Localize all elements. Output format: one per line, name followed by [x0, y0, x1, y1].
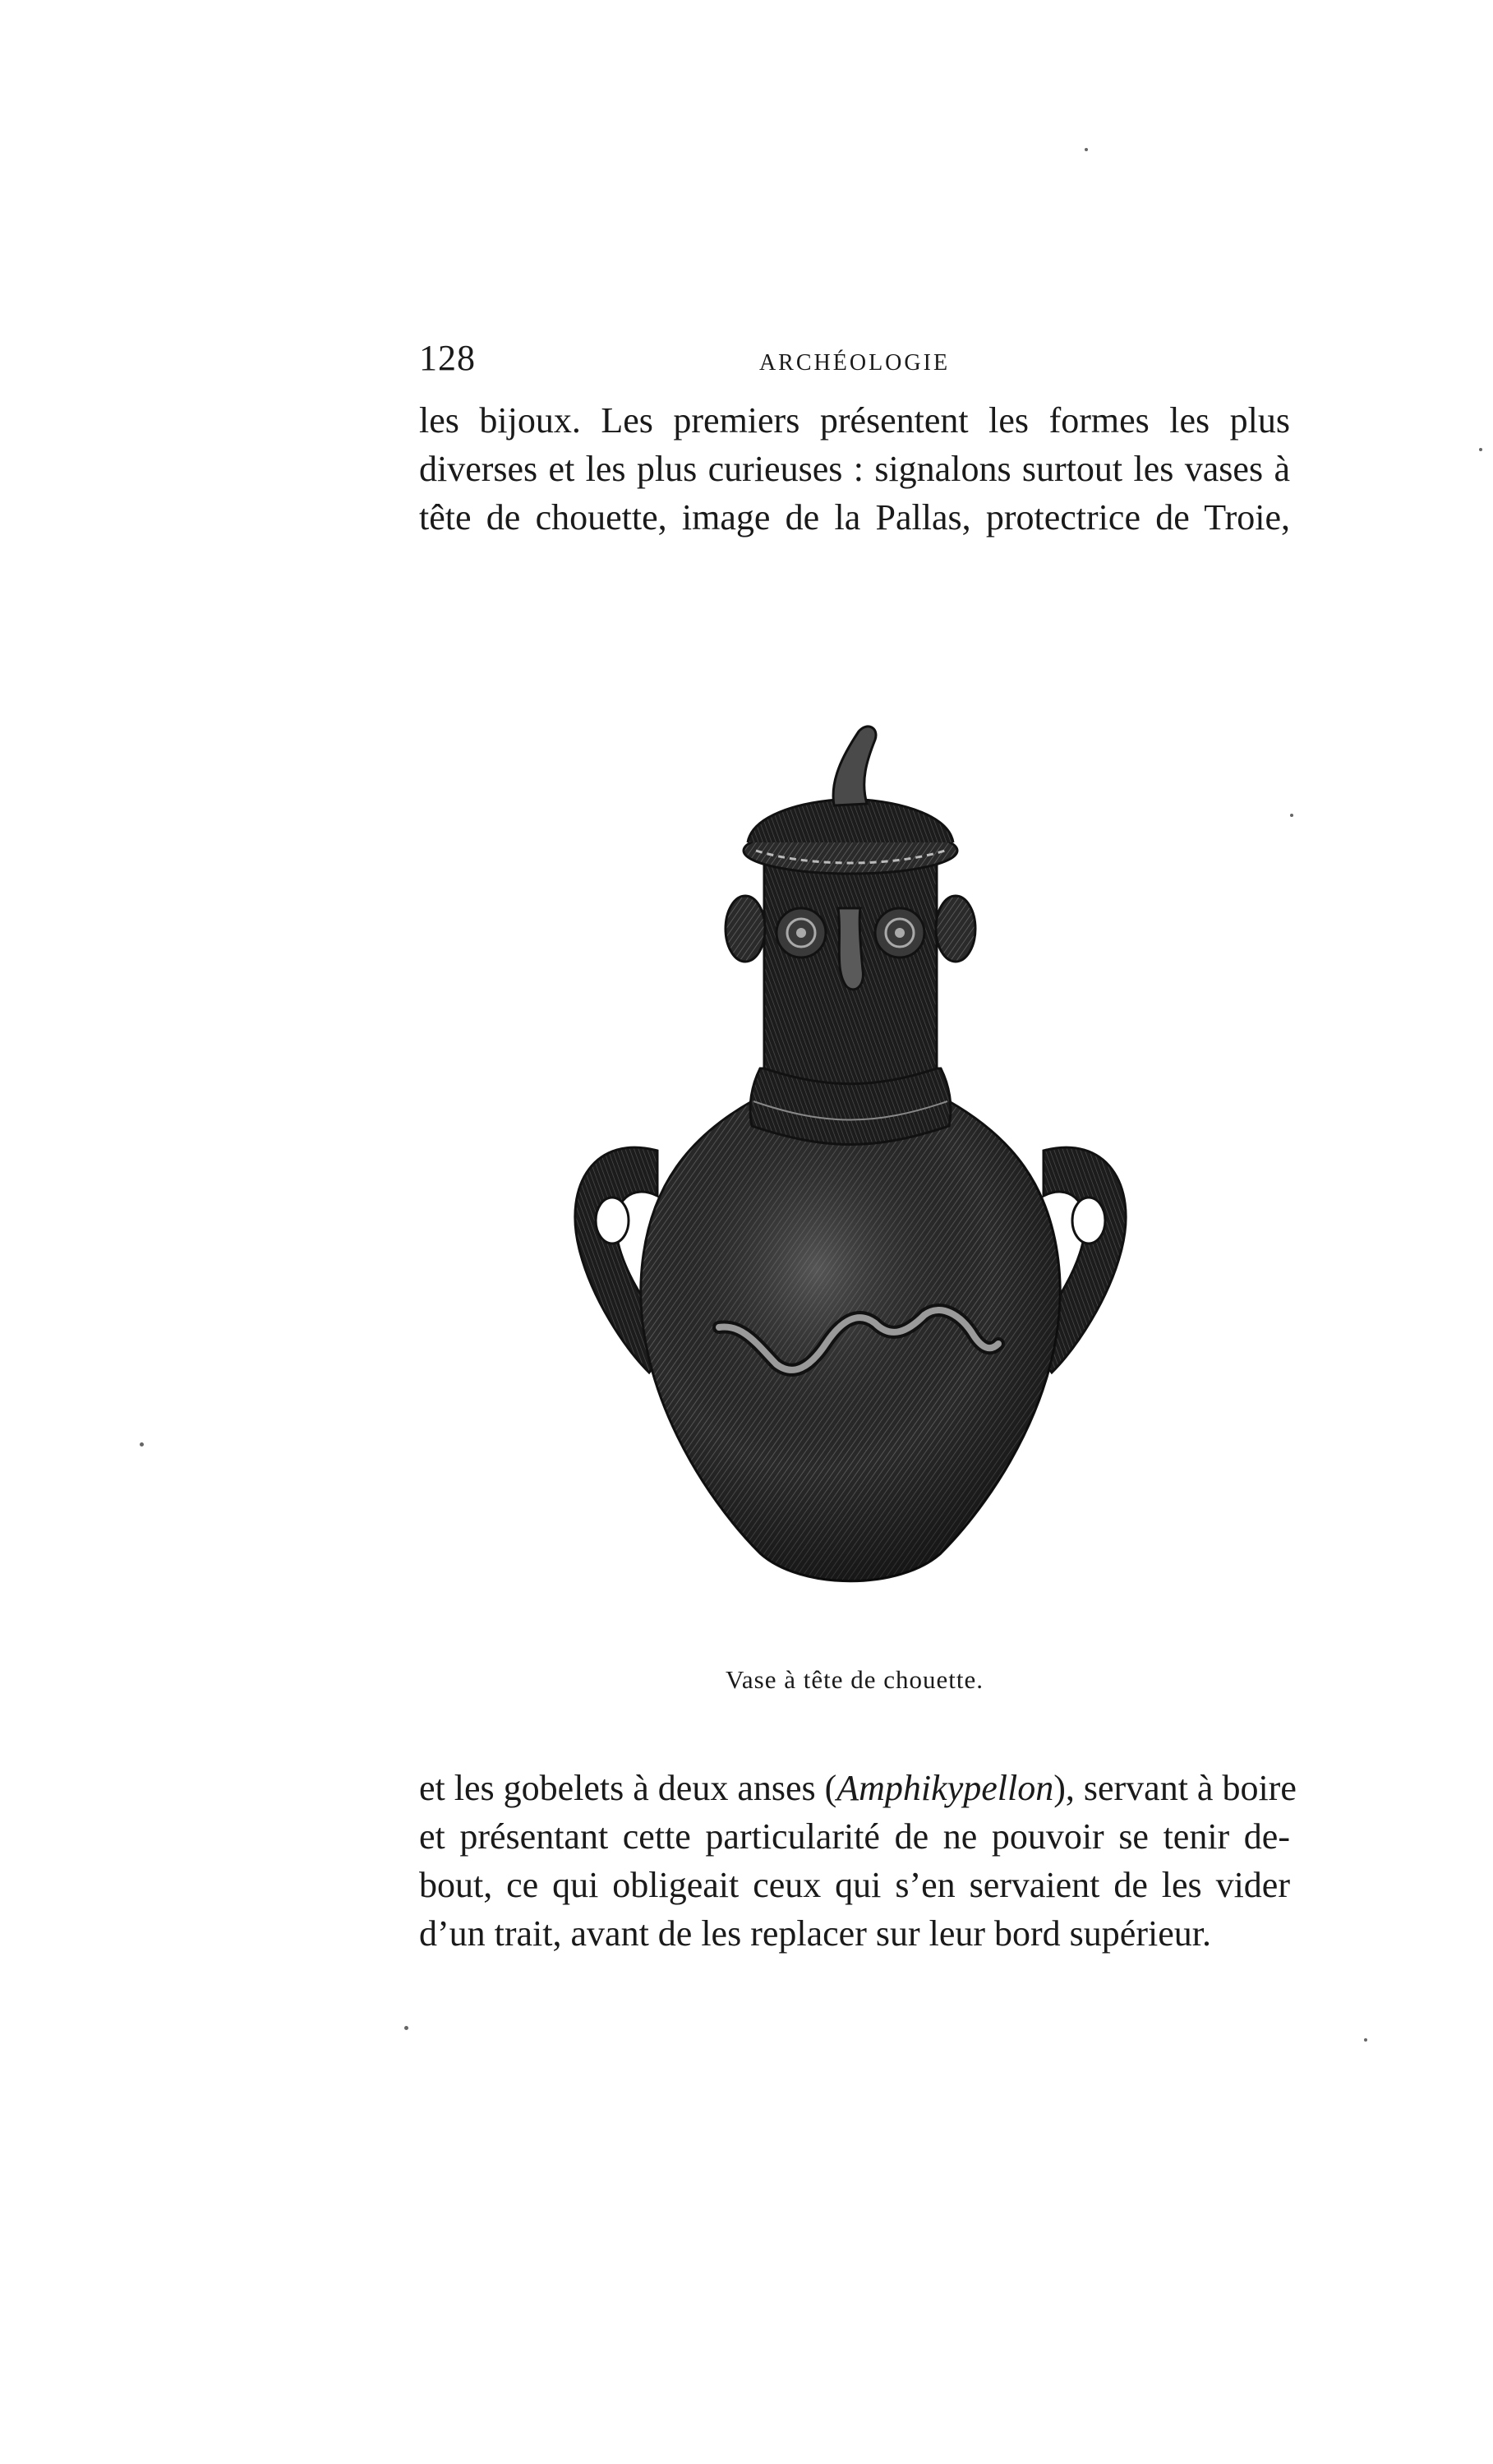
speck — [1085, 148, 1088, 151]
text-line — [419, 1764, 1297, 1812]
speck — [404, 2026, 408, 2030]
vase-lid — [744, 727, 957, 874]
text-line: d’un trait, avant de les replacer sur leur bord supérieur. — [419, 1913, 1211, 1954]
vase-body — [641, 1101, 1060, 1581]
text-line: bout, ce qui obligeait ceux qui s’en servaient de les vider — [419, 1865, 1290, 1905]
running-head: ARCHÉOLOGIE — [758, 350, 951, 376]
speck — [140, 1442, 144, 1447]
speck — [1290, 814, 1293, 817]
speck — [1479, 448, 1482, 451]
text-line: diverses et les plus curieuses : signalons surtout les vases à — [419, 449, 1290, 489]
paragraph-bottom — [419, 1764, 1297, 1958]
italic-term: Amphikypellon — [836, 1768, 1054, 1808]
text-line: tête de chouette, image de la Pallas, protectrice de Troie, — [419, 497, 1290, 538]
paragraph-top — [419, 396, 1290, 542]
page-number: 128 — [419, 338, 476, 378]
text-line: les bijoux. Les premiers présentent les formes les plus — [419, 400, 1290, 441]
figure-caption: Vase à tête de chouette. — [725, 1665, 984, 1694]
text-segment: ), servant à boire — [1053, 1768, 1297, 1808]
vase-neck-face — [726, 855, 975, 1084]
text-segment: et les gobelets à deux anses ( — [419, 1768, 837, 1808]
text-line: et présentant cette particularité de ne pouvoir se tenir de- — [419, 1816, 1290, 1857]
owl-head-vase-illustration — [481, 608, 1220, 1636]
page-header — [419, 337, 1290, 386]
speck — [1364, 2038, 1367, 2042]
